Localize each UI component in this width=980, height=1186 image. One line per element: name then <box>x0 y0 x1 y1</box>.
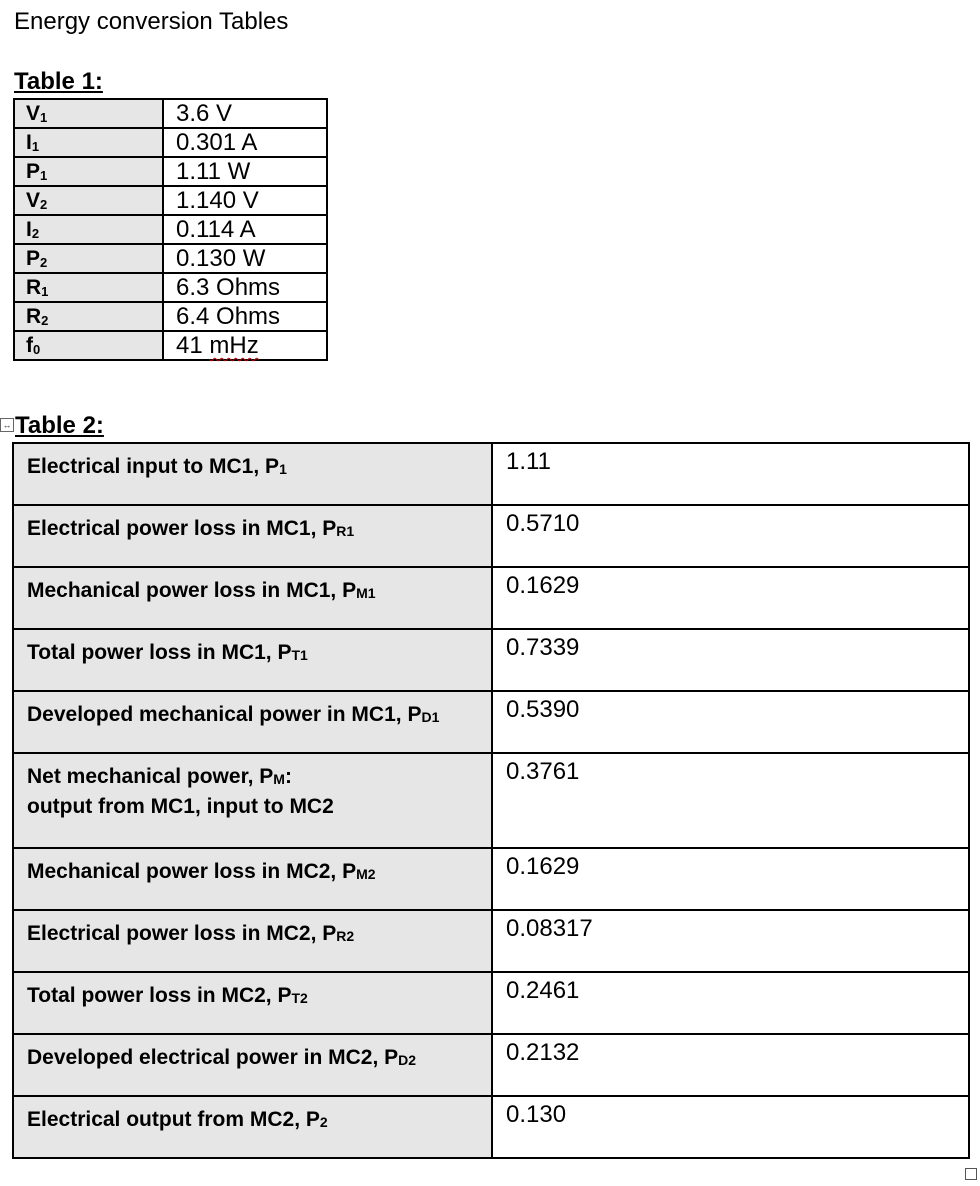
table2-value: 0.5390 <box>492 691 969 753</box>
table1-symbol: $P_2$ <box>14 244 163 273</box>
table1-value: 1.140 V <box>163 186 327 215</box>
table2-value: 0.2461 <box>492 972 969 1034</box>
table2-value: 0.2132 <box>492 1034 969 1096</box>
table-row <box>13 691 969 753</box>
table2-label: Mechanical power loss in MC1, $P_{M1}$ <box>13 567 492 629</box>
table2-label: Electrical power loss in MC2, $P_{R2}$ <box>13 910 492 972</box>
table-row <box>14 215 327 244</box>
table-row <box>14 302 327 331</box>
table1 <box>13 98 328 361</box>
table1-symbol: $f_0$ <box>14 331 163 360</box>
table1-symbol: $P_1$ <box>14 157 163 186</box>
table2-value: 0.130 <box>492 1096 969 1158</box>
table2-value: 0.7339 <box>492 629 969 691</box>
spellcheck-flagged-word[interactable]: mHz <box>209 332 259 359</box>
table2-label: Electrical input to MC1, $P_1$ <box>13 443 492 505</box>
table2-value: 0.5710 <box>492 505 969 567</box>
table-row <box>14 99 327 128</box>
table-row <box>14 186 327 215</box>
document-title: Energy conversion Tables <box>14 8 289 35</box>
table-row <box>14 244 327 273</box>
table1-value: 6.3 Ohms <box>163 273 327 302</box>
table-row <box>14 273 327 302</box>
table-row <box>13 443 969 505</box>
table-row <box>13 753 969 848</box>
table2-label: Electrical output from MC2, $P_2$ <box>13 1096 492 1158</box>
table1-value: 6.4 Ohms <box>163 302 327 331</box>
table-row <box>13 910 969 972</box>
table2-label: Developed electrical power in MC2, $P_{D2}$ <box>13 1034 492 1096</box>
table2-label: Developed mechanical power in MC1, $P_{D1}$ <box>13 691 492 753</box>
table2-label: Net mechanical power, $P_M$: output from MC1, input to MC2 <box>13 753 492 848</box>
table-row <box>14 157 327 186</box>
table1-value: 41 mHz <box>163 331 327 360</box>
table-row <box>14 331 327 360</box>
table2-value: 0.3761 <box>492 753 969 848</box>
table1-value: 0.114 A <box>163 215 327 244</box>
table1-value: 0.130 W <box>163 244 327 273</box>
table1-value: 3.6 V <box>163 99 327 128</box>
table2-value: 0.08317 <box>492 910 969 972</box>
table2-label: Total power loss in MC1, $P_{T1}$ <box>13 629 492 691</box>
table2-caption: Table 2: <box>15 412 104 439</box>
table-row <box>13 1034 969 1096</box>
table-row <box>13 505 969 567</box>
table-row <box>13 629 969 691</box>
table1-value: 0.301 A <box>163 128 327 157</box>
table1-caption: Table 1: <box>14 68 103 95</box>
table2-value: 1.11 <box>492 443 969 505</box>
table1-symbol: $R_1$ <box>14 273 163 302</box>
table-row <box>13 567 969 629</box>
table2-label: Mechanical power loss in MC2, $P_{M2}$ <box>13 848 492 910</box>
table-row <box>13 1096 969 1158</box>
table1-symbol: $V_2$ <box>14 186 163 215</box>
table-row <box>13 972 969 1034</box>
table2-label: Electrical power loss in MC1, $P_{R1}$ <box>13 505 492 567</box>
table2-label: Total power loss in MC2, $P_{T2}$ <box>13 972 492 1034</box>
table2-value: 0.1629 <box>492 567 969 629</box>
table1-symbol: $V_1$ <box>14 99 163 128</box>
table1-symbol: $I_2$ <box>14 215 163 244</box>
table-row <box>14 128 327 157</box>
table-resize-handle[interactable] <box>965 1168 977 1180</box>
table-row <box>13 848 969 910</box>
table1-symbol: $I_1$ <box>14 128 163 157</box>
table1-symbol: $R_2$ <box>14 302 163 331</box>
table2 <box>12 442 970 1159</box>
table1-value: 1.11 W <box>163 157 327 186</box>
table2-value: 0.1629 <box>492 848 969 910</box>
table-move-handle-icon[interactable]: ↔ <box>0 418 14 432</box>
